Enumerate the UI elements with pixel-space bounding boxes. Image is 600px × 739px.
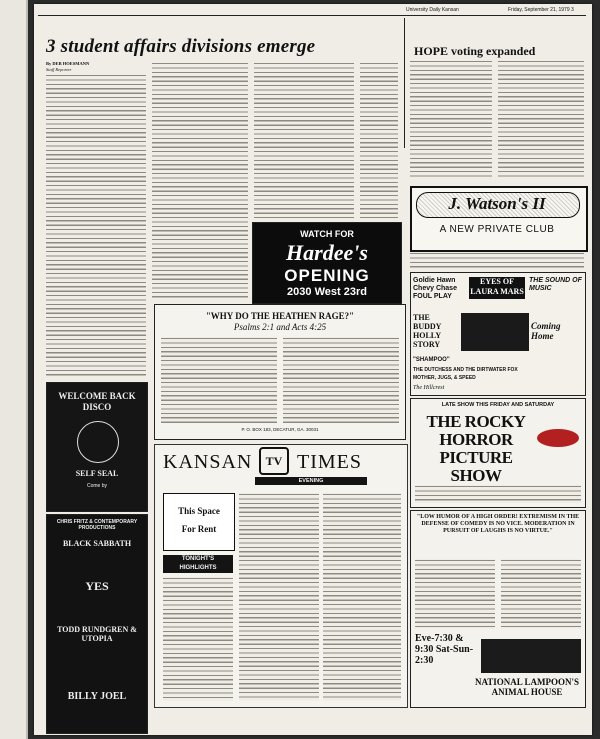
- movie-eyes-laura-mars: EYES OF LAURA MARS: [469, 277, 525, 299]
- rocky-text: [415, 485, 581, 503]
- hardees-opening: OPENING: [284, 266, 370, 285]
- folio-rule: [38, 15, 586, 16]
- schedule-column-2: [323, 493, 401, 701]
- watsons-ad: [410, 186, 588, 252]
- space-line1: This Space: [178, 506, 220, 516]
- rocky-horror-ad: [410, 398, 586, 508]
- act-billy-joel: BILLY JOEL: [67, 691, 127, 702]
- animal-house-review-2: [501, 559, 581, 629]
- disco-title: WELCOME BACK DISCO: [58, 391, 136, 412]
- disco-ball-icon: [77, 421, 119, 463]
- movie-coming-home: Coming Home: [531, 321, 561, 341]
- heathen-ad: [154, 304, 406, 440]
- watsons-sub: A NEW PRIVATE CLUB: [439, 224, 555, 235]
- hope-headline: HOPE voting expanded: [414, 44, 536, 58]
- hardees-address: 2030 West 23rd: [287, 286, 367, 298]
- article-byline: By DEB HOESMANN: [46, 61, 90, 66]
- animal-house-quote: "LOW HUMOR OF A HIGH ORDER! EXTREMISM IN THE DEFENSE OF COMEDY IS NO VICE. MODERATION IN PURSUIT OF LAUGHS IS NO VIRTUE.": [416, 514, 580, 534]
- heathen-column-1: [161, 337, 277, 423]
- folio-right: Friday, September 21, 1979 3: [508, 7, 574, 13]
- hardees-brand: Hardee's: [286, 240, 368, 265]
- act-yes: YES: [85, 579, 109, 593]
- animal-house-title: NATIONAL LAMPOON'S ANIMAL HOUSE: [474, 677, 580, 697]
- rocky-top: LATE SHOW THIS FRIDAY AND SATURDAY: [441, 402, 555, 408]
- lips-icon: [537, 429, 579, 447]
- highlights-text: [163, 577, 233, 701]
- watsons-text: [410, 252, 584, 268]
- article-column-4: [360, 62, 398, 220]
- disco-note: Come by: [86, 483, 107, 489]
- heathen-verse: Psalms 2:1 and Acts 4:25: [233, 322, 327, 332]
- hope-column-1: [410, 60, 492, 180]
- heathen-footer: P. O. BOX 183, DECATUR, GA. 30031: [241, 427, 319, 432]
- space-for-rent: [163, 493, 235, 551]
- newspaper-page: [34, 4, 592, 735]
- animal-house-ad: [410, 510, 586, 708]
- movie-listings-ad: [410, 272, 586, 396]
- movie-sound-of-music: THE SOUND OF MUSIC: [529, 277, 582, 292]
- animal-house-photo: [481, 639, 581, 673]
- article-column-3: [254, 62, 354, 220]
- article-column-2: [152, 62, 248, 300]
- movie-buddy-holly: THE BUDDY HOLLY STORY: [413, 313, 442, 349]
- movie-foul-play: Goldie Hawn Chevy Chase FOUL PLAY: [413, 277, 457, 300]
- movie-photo: [461, 313, 529, 351]
- tv-evening-band: EVENING: [255, 477, 367, 485]
- movie-mother-jugs: MOTHER, JUGS, & SPEED: [413, 375, 476, 381]
- movie-theatre: The Hillcrest: [413, 385, 445, 391]
- disco-sub: SELF SEAL: [75, 469, 119, 478]
- disco-ad: [46, 382, 148, 512]
- folio-left: University Daily Kansan: [406, 7, 459, 13]
- schedule-column-1: [239, 493, 319, 701]
- chris-fritz-header: CHRIS FRITZ & CONTEMPORARY PRODUCTIONS: [56, 519, 138, 531]
- hardees-ad: [252, 222, 402, 304]
- kansan-tv-times: [154, 444, 408, 708]
- adjacent-page-edge: [0, 0, 28, 739]
- watsons-name: J. Watson's II: [448, 194, 546, 213]
- animal-house-review-1: [415, 559, 495, 629]
- tv-icon: TV: [259, 447, 289, 475]
- act-black-sabbath: BLACK SABBATH: [62, 539, 132, 548]
- heathen-title: "WHY DO THE HEATHEN RAGE?": [205, 311, 355, 321]
- tonights-highlights: TONIGHT'S HIGHLIGHTS: [163, 555, 233, 573]
- hope-column-2: [498, 60, 584, 180]
- article-byline-role: Staff Reporter: [46, 67, 72, 72]
- space-line2: For Rent: [181, 524, 217, 534]
- movie-shampoo: "SHAMPOO": [413, 357, 450, 363]
- animal-house-times: Eve-7:30 & 9:30 Sat-Sun-2:30: [415, 633, 474, 666]
- article-headline: 3 student affairs divisions emerge: [46, 36, 316, 57]
- tv-title-left: KANSAN: [163, 451, 253, 473]
- article-column-1: [46, 74, 146, 378]
- act-todd-rundgren: TODD RUNDGREN & UTOPIA: [57, 625, 137, 643]
- heathen-column-2: [283, 337, 399, 423]
- chris-fritz-ad: [46, 514, 148, 734]
- hardees-watch: WATCH FOR: [300, 229, 354, 239]
- movie-dutchess: THE DUTCHESS AND THE DIRTWATER FOX: [413, 367, 518, 373]
- rocky-title: THE ROCKY HORROR PICTURE SHOW: [426, 412, 526, 485]
- tv-title-right: TIMES: [297, 451, 362, 473]
